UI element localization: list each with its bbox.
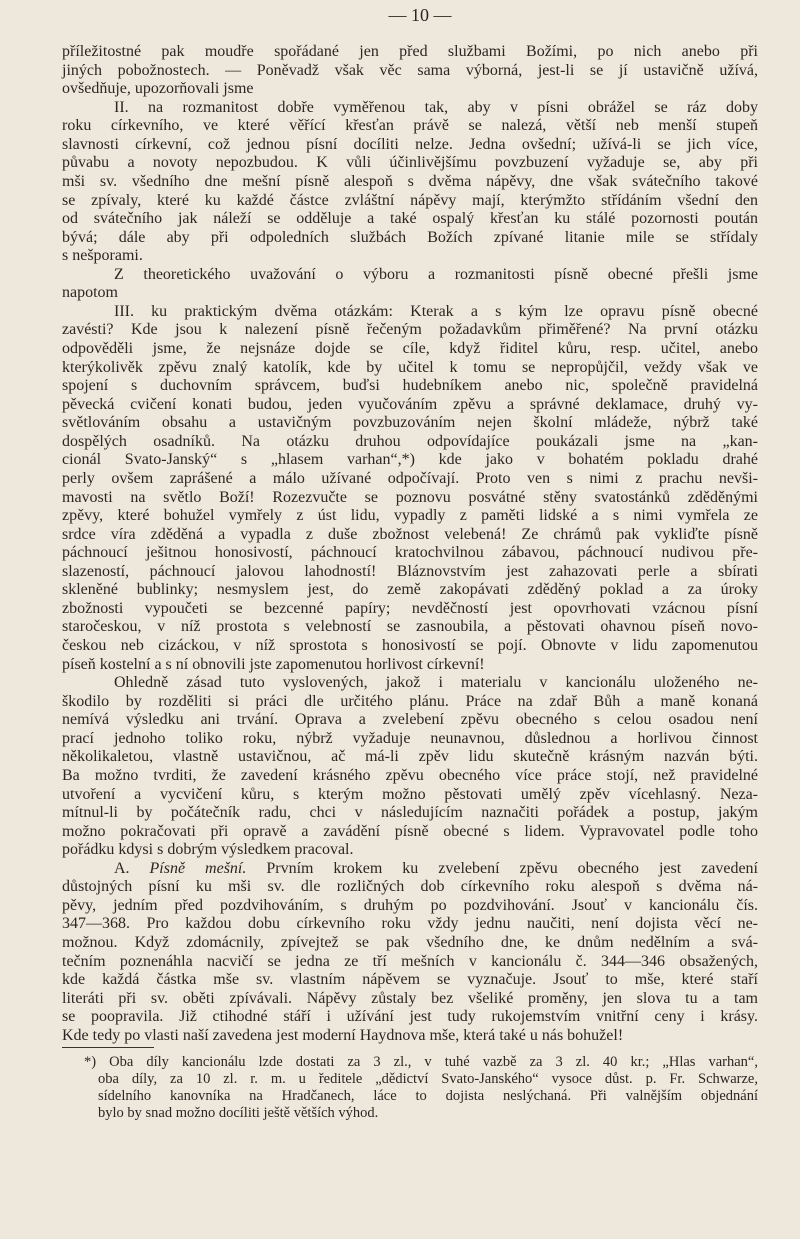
footnote-line: sídelního kanovníka na Hradčanech, láce to dojista neslýchaná. Při valnějším objednání [98,1088,758,1104]
text-line: III. ku praktickým dvěma otázkám: Kterak a s kým lze opravu písně obecné [114,302,758,320]
text-line: mavosti na světlo Boží! Rozezvučte se poznovu posvátné stěny svatostánků zděděnými [62,488,758,506]
text-line: s nešporami. [62,247,143,265]
text-line: mši sv. všedního dne mešní písně alespoň s dvěma nápěvy, dne však svátečního takové [62,172,758,190]
text-line: ovšedňuje, upozorňovali jsme [62,80,254,98]
text-line: důstojných písní ku mši sv. dle rozličných dob církevního roku alespoň s dvěma ná- [62,878,758,896]
text-line: nemívá výsledku ani trvání. Oprava a zvelebení zpěvu obecného s celou osadou není [62,711,758,729]
text-line: bývá; dále aby při odpoledních službách Božích zpívané litanie mile se střídaly [62,228,758,246]
text-line: Kde tedy po vlasti naší zavedena jest moderní Haydnova mše, která také u nás bohužel! [62,1026,624,1044]
text-line: slazeností, páchnoucí jalovou lahodností! Bláznovstvím jest zahazovati perle a sbírati [62,562,758,580]
paragraph [62,860,758,1046]
text-line: cionál Svato-Janský“ s „hlasem varhan“,*) kde jako v bohatém pokladu drahé [62,451,758,469]
text-line: kde každá částka mše sv. vlastním nápěvem se vyznačuje. Jsouť to mše, které staří [62,971,758,989]
text-line: mítnul-li by počátečník radu, chci v následujícím naznačiti pořádek a postup, jakým [62,804,758,822]
footnote-line: oba díly, za 10 zl. r. m. u ředitele „dědictví Svato-Janského“ vysoce důst. p. Fr. Schwarze, [98,1071,758,1087]
text-span: Prvním krokem ku zvelebení zpěvu obecného jest zavedení [246,859,758,877]
text-line: 347—368. Pro každou dobu církevního roku vždy jednu naučiti, není dojista věcí ne- [62,915,758,933]
text-line: se poopravila. Již ctihodné stáří i užívání jest tudy rukojemstvím vnitřní ceny i krásy. [62,1008,758,1026]
text-line: srdce víra zděděná a vypadla z duše zbožnost velebená! Ze chrámů pak vykliďte písně [62,525,758,543]
text-line [62,860,758,879]
text-line: možnou. Když zdomácnily, zpívejtež se pak všedního dne, ke dnům nedělním a svá- [62,934,758,951]
body-text [62,43,758,1045]
paragraph [62,43,758,99]
text-line: literáti při sv. oběti zpívávali. Nápěvy zůstaly bez všeliké proměny, jen slova tu a tam [62,989,758,1007]
text-line: zbožnosti vypoučeti se bezcenné papíry; nevděčností jest opovrhovati vzácnou písní [62,599,758,617]
text-line: kterýkolivěk zpěvu znalý katolík, kde by učitel k tomu se nepropůjčil, veždy však ve [62,358,758,376]
footnote-rule [62,1047,154,1048]
text-line: Ba možno tvrditi, že zavedení krásného zpěvu obecného více práce stojí, než pravidelné [62,766,758,784]
footnote-line: *) Oba díly kancionálu lzde dostati za 3 zl., v tuhé vazbě za 3 zl. 40 kr.; „Hlas varhan“, [84,1054,758,1070]
paragraph [62,303,758,674]
text-line: páchnoucí ješitnou honosivostí, páchnoucí kratochvilnou zábavou, páchnoucí nudivou pře- [62,544,758,562]
text-line: slavnosti církevní, což jednou písní docíliti nelze. Jedna ovšední; užívá-li se jich více, [62,135,758,153]
text-line: příležitostné pak moudře spořádané jen před službami Božími, po nich anebo při [62,43,758,60]
text-span: A. [114,859,150,877]
text-line: dospělých osadníků. Na otázku druhou odpovídajíce poukázali jsme na „kan- [62,432,758,450]
text-line: II. na rozmanitost dobře vyměřenou tak, aby v písni obrážel se ráz doby [114,98,758,116]
text-line: zpěvy, které bohužel vymřely z úst lidu, vypadly z paměti lidské a s nimi vymřela ze [62,507,758,525]
paragraph [62,99,758,266]
text-line: pěvecká cvičení konati budou, jeden vyučováním zpěvu a správné deklamace, druhý vy- [62,395,758,413]
text-line: skleněné bublinky; nesmyslem jest, do země zakopávati zděděný poklad a za úroky [62,581,758,599]
text-line: pěvy, jedním před pozdvihováním, s druhým po pozdvihování. Jsouť v kancionálu čís. [62,896,758,914]
footnote [84,1054,758,1122]
paragraph [62,266,758,303]
footnote-line: bylo by snad možno docíliti ještě větších výhod. [98,1105,379,1121]
text-line: staročeskou, v níž prostota s velebností se zasnoubila, a pěstovati ohavnou píseň novo- [62,618,758,636]
text-line: prací jednoho toliko roku, nýbrž vyžaduje neunavnou, důslednou a horlivou činnost [62,729,758,747]
text-line: světlováním obsahu a ustavičným povzbuzováním nejen školní mládeže, nýbrž také [62,414,758,432]
text-line: Ohledně zásad tuto vyslovených, jakož i materialu v kancionálu uloženého ne- [114,674,758,692]
text-line: jiných pobožnostech. — Poněvadž však věc sama výborná, jest-li se jí ustavičně užívá, [62,61,758,79]
text-line: od svátečního jak náleží se odděluje a také ospalý křesťan ku stálé pozornosti poután [62,210,758,228]
text-line: pořádku kdysi s dobrým výsledkem pracoval. [62,841,354,859]
text-line: zavésti? Kde jsou k nalezení písně řečeným požadavkům přiměřené? Na první otázku [62,321,758,339]
text-line: Z theoretického uvažování o výboru a rozmanitosti písně obecné přešli jsme [114,265,758,283]
text-line: utvoření a vycvičení kůru, s kterým možno pěstovati umělý zpěv vícehlasný. Neza- [62,785,758,803]
text-line: napotom [62,284,118,302]
text-line: několikaletou, vlastně ustavičnou, ač má-li zpěv lidu skutečně krásným nazván býti. [62,748,758,766]
paragraph [62,674,758,860]
text-line: se zpívaly, které ku každé částce zvláštní nápěvy mají, kterýmžto střídáním všední den [62,191,758,209]
text-line: roku církevního, ve které věřící křesťan právě se nalezá, větší neb menší stupeň [62,117,758,135]
text-line: půvabu a novoty nepozbudou. K vůli účinlivějšímu povzbuzení vyžaduje se, aby při [62,154,758,172]
text-line: perly ovšem zaprášené a málo užívané odpočívají. Proto ven s nimi z prachu nevši- [62,469,758,487]
text-line: škodilo by rozděliti si práci dle určitého plánu. Práce na zdař Bůh a maně konaná [62,692,758,710]
text-line: tečním poznenáhla nacvičí se jedna ze tří mešních v kancionálu č. 344—346 obsažených, [62,952,758,970]
text-line: možno pokračovati při opravě a zavádění písně obecné s lidem. Vypravovatel podle toho [62,822,758,840]
page-number: — 10 — [388,5,452,25]
text-line: píseň kostelní a s ní obnovili jste zapomenutou horlivost církevní! [62,655,485,673]
section-heading: Písně mešní. [149,859,247,877]
text-line: českou neb cizáckou, v níž sprostota s honosivostí se pojí. Obnovte v lidu zapomenutou [62,637,758,654]
text-line: odpověděli jsme, že nejsnáze dojde se cíle, když řiditel kůru, resp. učitel, anebo [62,340,758,357]
text-line: spojení s duchovním správcem, buďsi hudebníkem anebo nic, společně pravidelná [62,377,758,395]
